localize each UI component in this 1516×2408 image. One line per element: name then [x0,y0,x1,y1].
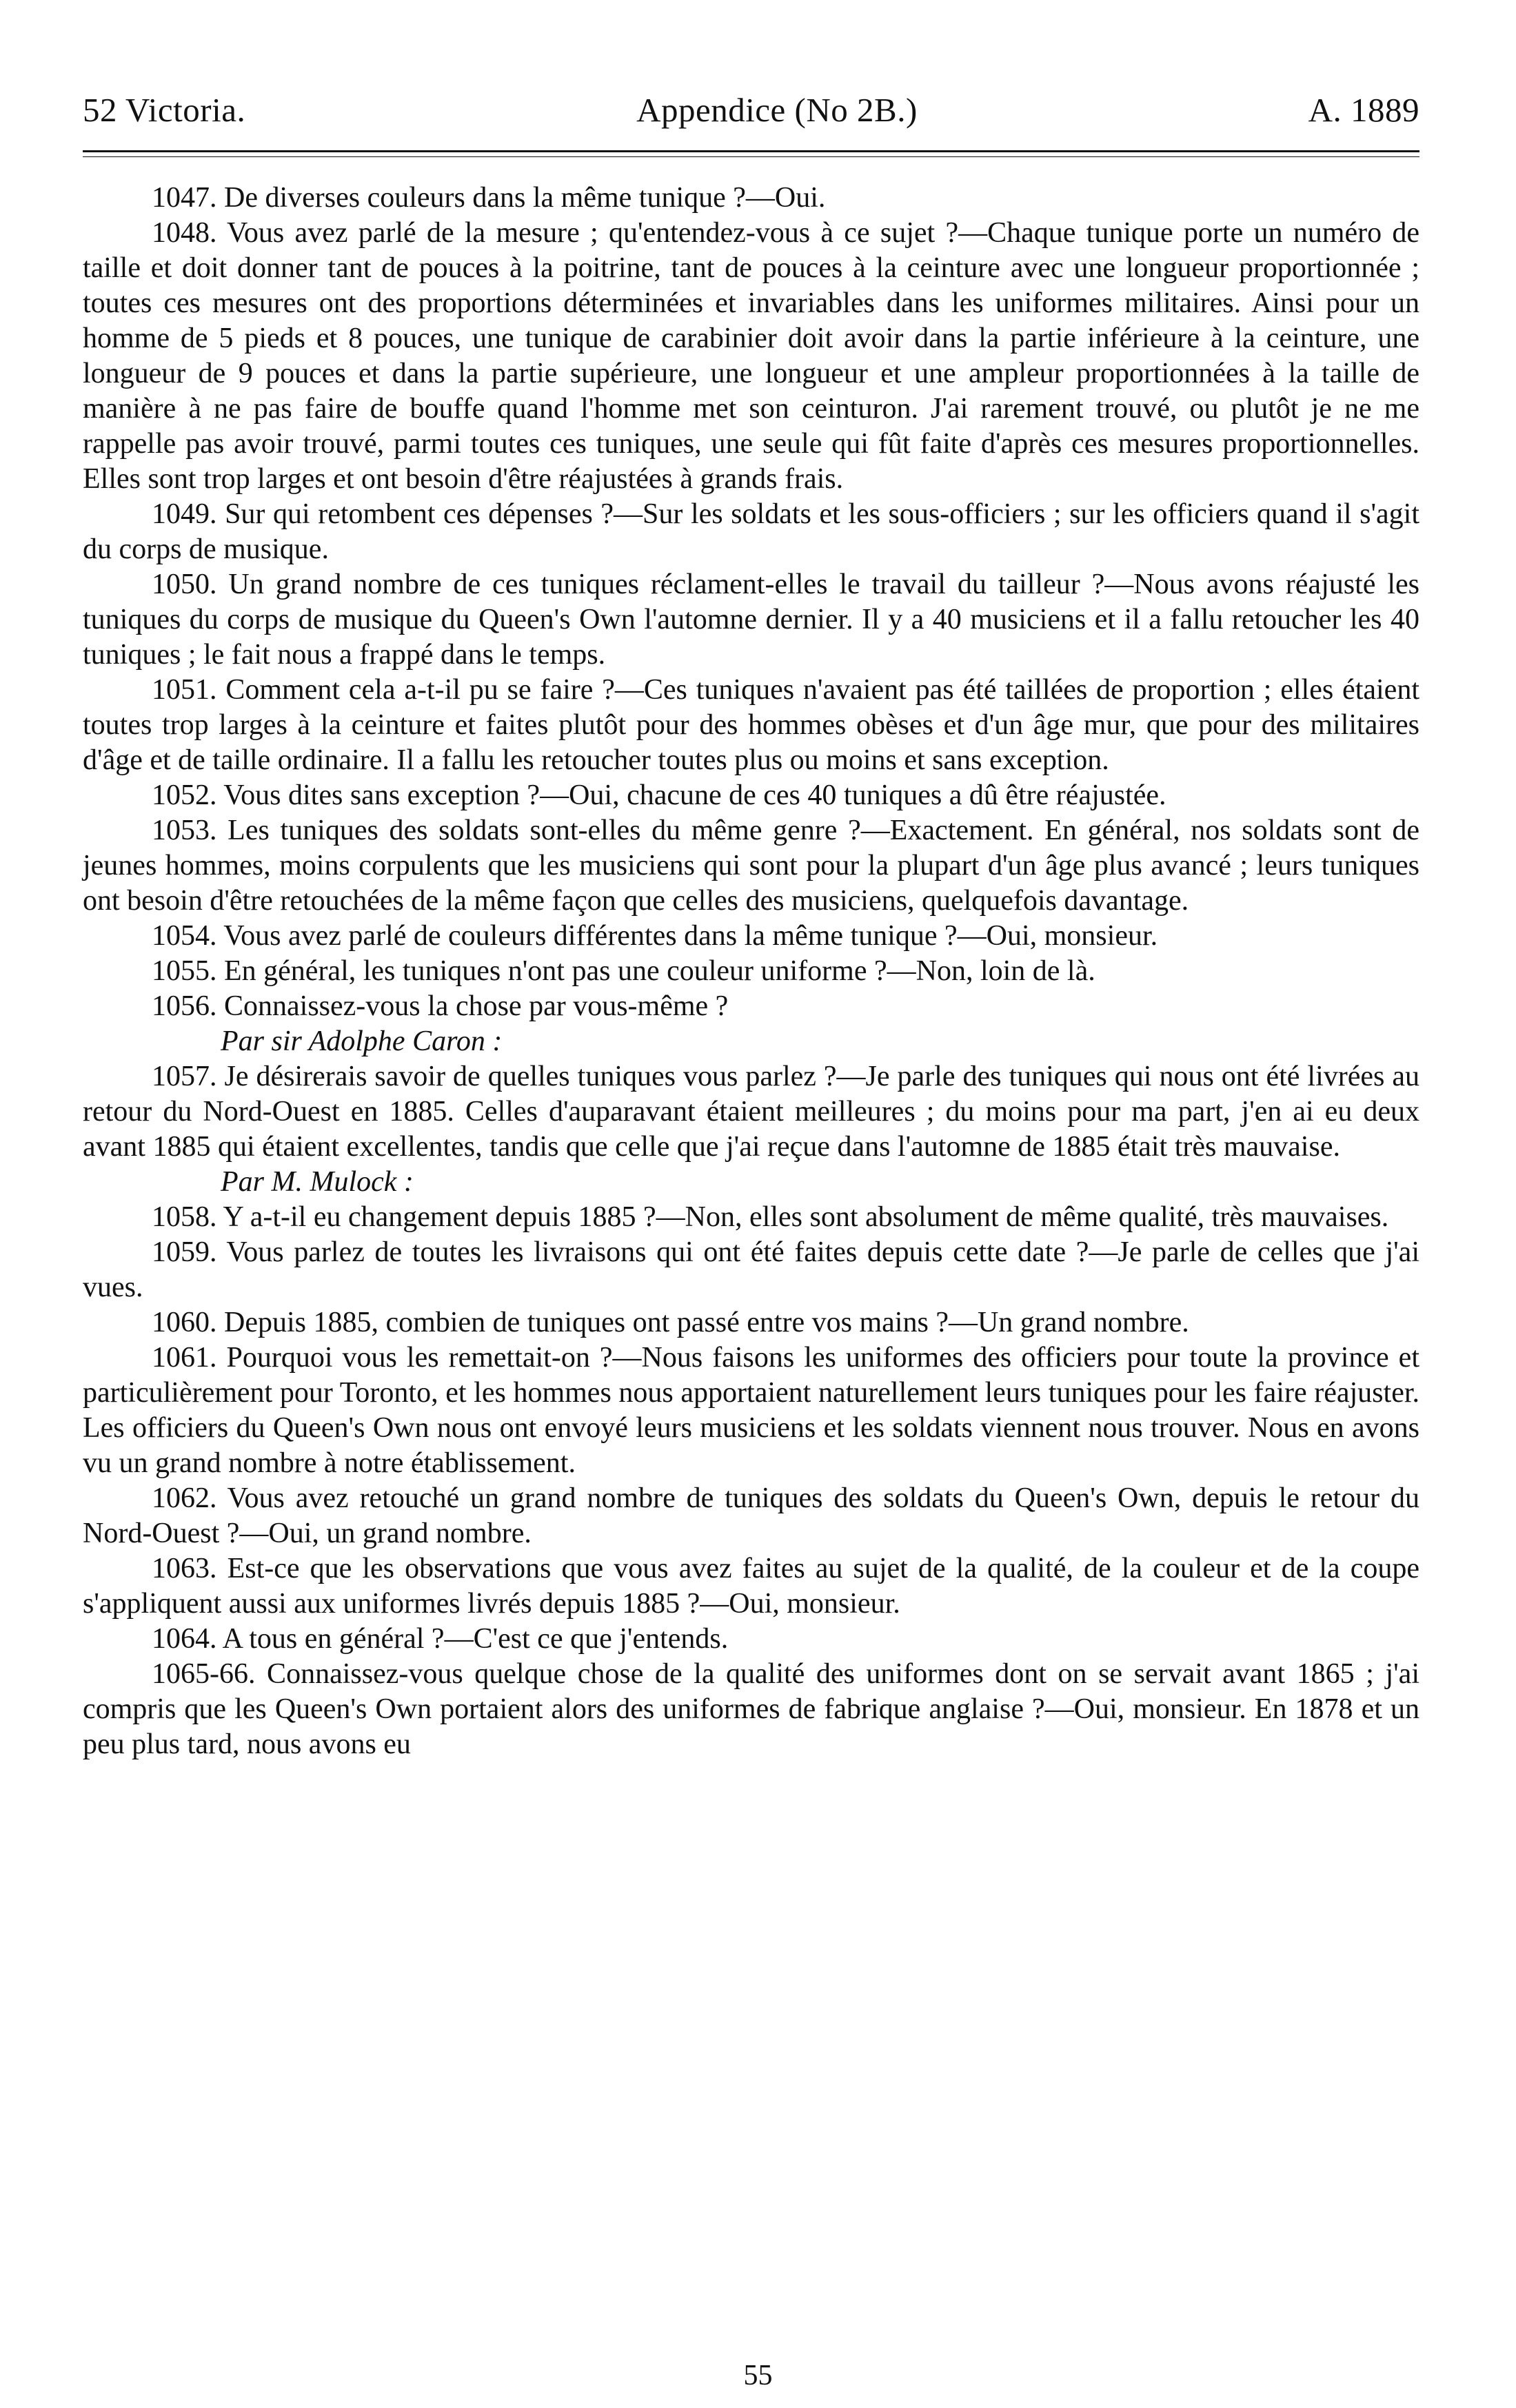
speaker-heading-caron: Par sir Adolphe Caron : [221,1026,503,1057]
running-header [83,90,1419,131]
document-body [83,181,1419,1762]
paragraph-1056: 1056. Connaissez-vous la chose par vous-même ? [152,990,729,1022]
header-left: 52 Victoria. [83,91,246,129]
header-center: Appendice (No 2B.) [636,91,918,129]
paragraph-1048: 1048. Vous avez parlé de la mesure ; qu'entendez-vous à ce sujet ?—Chaque tunique porte un numéro de taille et doit donner tant de pouces à la poitrine, tant de pouces à la ceinture avec une longueur proportionnée ; toutes ces mesures ont des proportions déterminées et invariables dans les uniformes militaires. Ainsi pour un homme de 5 pieds et 8 pouces, une tunique de carabinier doit avoir dans la partie inférieure à la ceinture, une longueur de 9 pouces et dans la partie supérieure, une longueur et une ampleur proportionnées à la taille de manière à ne pas faire de bouffe quand l'homme met son ceinturon. J'ai rarement trouvé, ou plutôt je ne me rappelle pas avoir trouvé, parmi toutes ces tuniques, une seule qui fût faite d'après ces mesures proportionnelles. Elles sont trop larges et ont besoin d'être réajustées à grands frais. [83,217,1419,495]
header-rule-thick [83,150,1419,152]
paragraph-1050: 1050. Un grand nombre de ces tuniques réclament-elles le travail du tailleur ?—Nous avons réajusté les tuniques du corps de musique du Queen's Own l'automne dernier. Il y a 40 musiciens et il a fallu retoucher les 40 tuniques ; le fait nous a frappé dans le temps. [83,569,1419,671]
paragraph-1049: 1049. Sur qui retombent ces dépenses ?—Sur les soldats et les sous-officiers ; sur les officiers quand il s'agit du corps de musique. [83,498,1419,565]
paragraph-1058: 1058. Y a-t-il eu changement depuis 1885 ?—Non, elles sont absolument de même qualité, très mauvaises. [152,1201,1389,1233]
paragraph-1064: 1064. A tous en général ?—C'est ce que j'entends. [152,1623,729,1655]
page-number: 55 [743,2360,773,2391]
paragraph-1061: 1061. Pourquoi vous les remettait-on ?—Nous faisons les uniformes des officiers pour toute la province et particulièrement pour Toronto, et les hommes nous apportaient naturellement leurs tuniques pour les faire réajuster. Les officiers du Queen's Own nous ont envoyé leurs musiciens et les soldats viennent nous trouver. Nous en avons vu un grand nombre à notre établissement. [83,1342,1419,1479]
paragraph-1060: 1060. Depuis 1885, combien de tuniques ont passé entre vos mains ?—Un grand nombre. [152,1307,1189,1338]
header-rule [83,150,1419,160]
paragraph-1053: 1053. Les tuniques des soldats sont-elles du même genre ?—Exactement. En général, nos soldats sont de jeunes hommes, moins corpulents que les musiciens qui sont pour la plupart d'un âge plus avancé ; leurs tuniques ont besoin d'être retouchées de la même façon que celles des musiciens, quelquefois davantage. [83,815,1419,917]
paragraph-1055: 1055. En général, les tuniques n'ont pas une couleur uniforme ?—Non, loin de là. [152,955,1095,987]
speaker-heading-mulock: Par M. Mulock : [221,1166,414,1198]
paragraph-1057: 1057. Je désirerais savoir de quelles tuniques vous parlez ?—Je parle des tuniques qui nous ont été livrées au retour du Nord-Ouest en 1885. Celles d'auparavant étaient meilleures ; du moins pour ma part, j'en ai eu deux avant 1885 qui étaient excellentes, tandis que celle que j'ai reçue dans l'automne de 1885 était très mauvaise. [83,1061,1419,1163]
paragraph-1059: 1059. Vous parlez de toutes les livraisons qui ont été faites depuis cette date ?—Je parle de celles que j'ai vues. [83,1236,1419,1303]
paragraph-1065-66: 1065-66. Connaissez-vous quelque chose de la qualité des uniformes dont on se servait avant 1865 ; j'ai compris que les Queen's Own portaient alors des uniformes de fabrique anglaise ?—Oui, monsieur. En 1878 et un peu plus tard, nous avons eu [83,1658,1419,1760]
header-rule-thin [83,156,1419,157]
header-right: A. 1889 [1308,91,1419,129]
paragraph-1051: 1051. Comment cela a-t-il pu se faire ?—Ces tuniques n'avaient pas été taillées de proportion ; elles étaient toutes trop larges à la ceinture et faites plutôt pour des hommes obèses et d'un âge mur, que pour des militaires d'âge et de taille ordinaire. Il a fallu les retoucher toutes plus ou moins et sans exception. [83,674,1419,776]
paragraph-1052: 1052. Vous dites sans exception ?—Oui, chacune de ces 40 tuniques a dû être réajustée. [152,779,1166,811]
paragraph-1062: 1062. Vous avez retouché un grand nombre de tuniques des soldats du Queen's Own, depuis le retour du Nord-Ouest ?—Oui, un grand nombre. [83,1482,1419,1549]
paragraph-1047: 1047. De diverses couleurs dans la même tunique ?—Oui. [152,182,826,214]
paragraph-1063: 1063. Est-ce que les observations que vous avez faites au sujet de la qualité, de la couleur et de la coupe s'appliquent aussi aux uniformes livrés depuis 1885 ?—Oui, monsieur. [83,1553,1419,1620]
paragraph-1054: 1054. Vous avez parlé de couleurs différentes dans la même tunique ?—Oui, monsieur. [152,920,1158,952]
